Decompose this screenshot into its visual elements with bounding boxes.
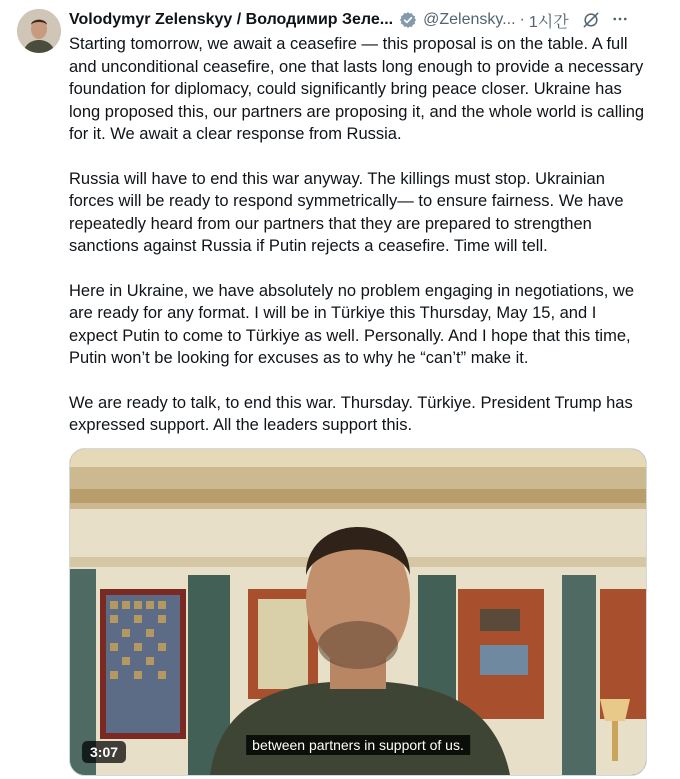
post-paragraph: Here in Ukraine, we have absolutely no problem engaging in negotiations, we are ready for any format. I will be in Türkiye this Thursday, May 15, and I expect Putin to come to Türkiye as well. Personally. And I hope that this time, Putin won’t be looking for excuses as to why he “can’t” make it. <box>69 281 635 367</box>
author-avatar[interactable] <box>17 9 61 53</box>
post-timestamp[interactable]: 1시간 <box>528 13 569 31</box>
video-caption: between partners in support of us. <box>246 735 470 755</box>
post-paragraph: We are ready to talk, to end this war. Thursday. Türkiye. President Trump has expressed support. All the leaders support this. <box>69 393 633 434</box>
video-player[interactable] <box>69 448 647 776</box>
author-name[interactable]: Volodymyr Zelenskyy / Володимир Зеле... <box>69 11 394 28</box>
post-header <box>69 9 668 31</box>
author-handle[interactable]: @Zelensky... <box>423 11 516 28</box>
verified-badge-icon[interactable] <box>399 11 417 29</box>
post-paragraph: Starting tomorrow, we await a ceasefire — this proposal is on the table. A full and unconditional ceasefire, one that lasts long enough to provide a necessary foundation for diplomacy, could significantly bring peace closer. Ukraine has long proposed this, our partners are proposing it, and the whole world is calling for it. We await a clear response from Russia. <box>69 35 645 143</box>
video-duration: 3:07 <box>82 741 126 763</box>
separator-dot: · <box>519 11 525 28</box>
post-paragraph: Russia will have to end this war anyway. The killings must stop. Ukrainian forces will be ready to respond symmetrically— to ensure fairness. We have repeatedly heard from our partners that they are prepared to strengthen sanctions against Russia if Putin rejects a ceasefire. Time will tell. <box>69 169 624 255</box>
more-options-icon[interactable] <box>611 10 629 31</box>
avatar-image <box>17 9 61 53</box>
video-frame <box>70 449 646 775</box>
post-text <box>69 33 649 459</box>
grok-icon[interactable] <box>581 10 601 30</box>
